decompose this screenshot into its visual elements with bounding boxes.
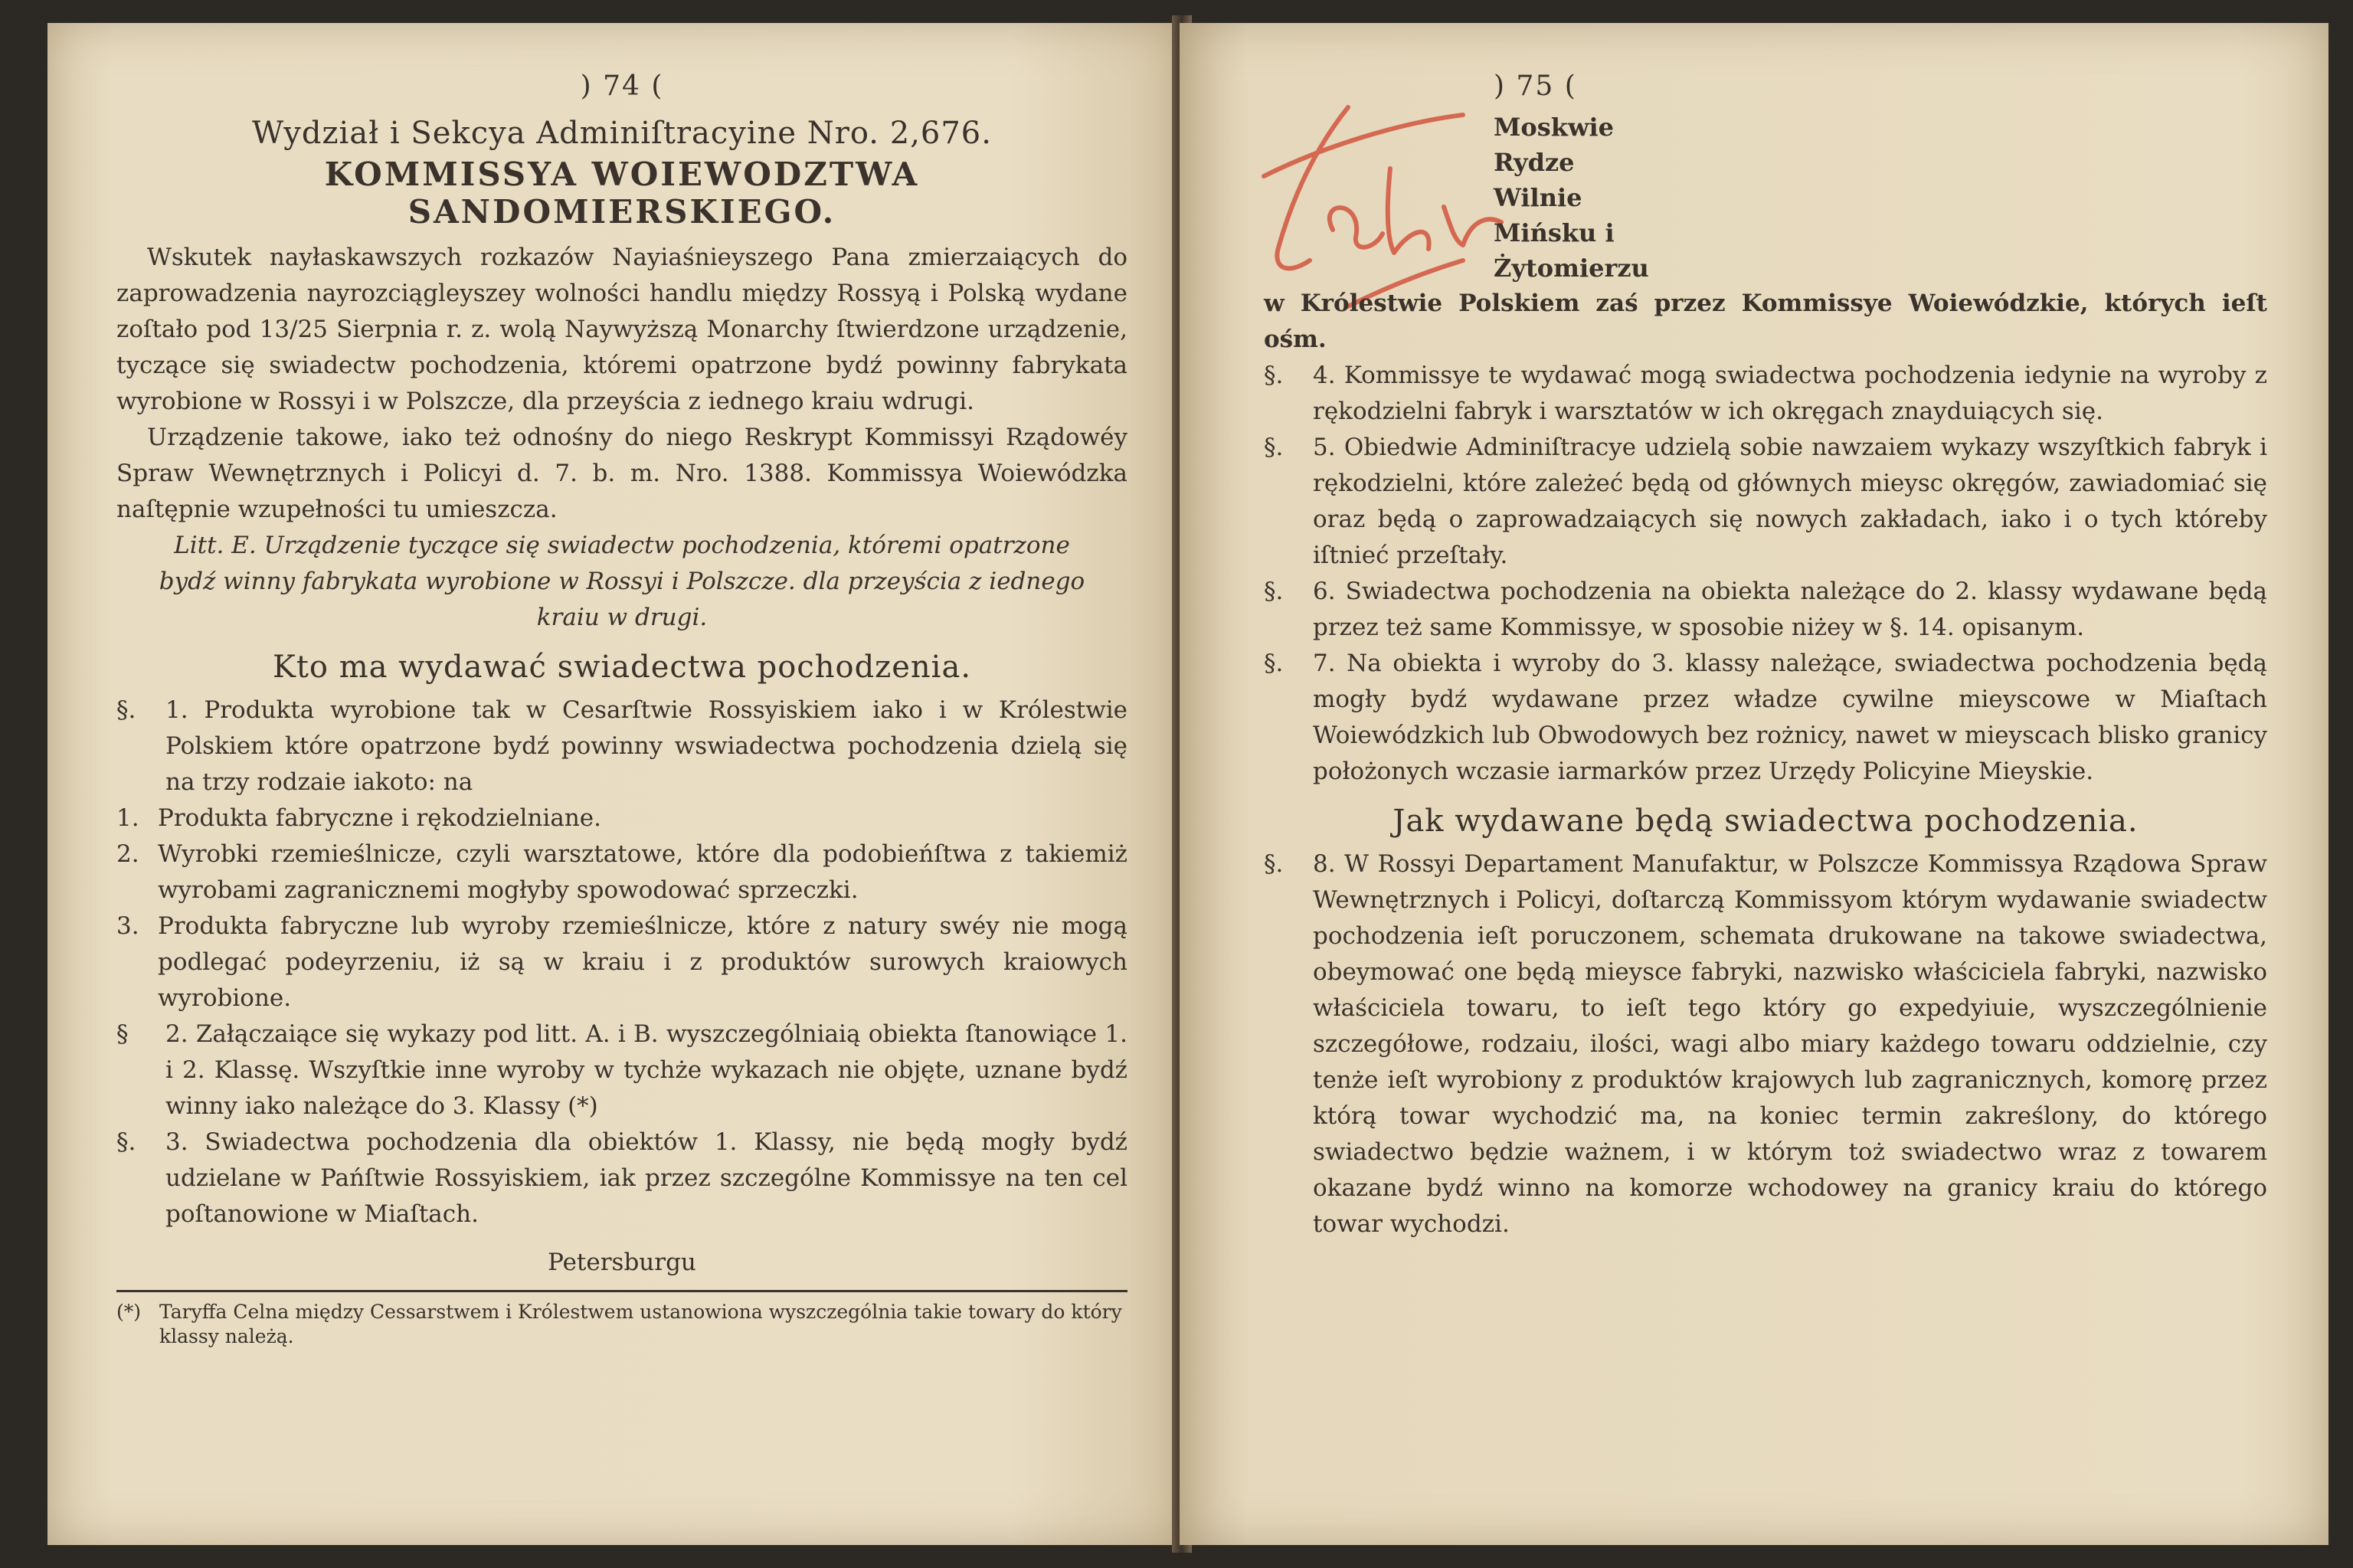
- section-6: [1264, 574, 2267, 646]
- footnote-mark: (*): [116, 1301, 142, 1323]
- section-3: [116, 1124, 1127, 1232]
- section-mark: §.: [116, 696, 136, 724]
- litt-e-title: Litt. E. Urządzenie tyczące się swiadectw pochodzenia, któremi opatrzone bydź winny fabrykata wyrobione w Rossyi i Polszcze. dla przeyścia z iednego kraiu w drugi.: [159, 532, 1085, 631]
- city-item: Żytomierzu: [1494, 254, 1649, 283]
- section-text: 3. Swiadectwa pochodzenia dla obiektów 1. Klassy, nie będą mogły bydź udzielane w Pańſtwie Rossyiskiem, iak przez szczególne Kommissye na ten cel poſtanowione w Miaſtach.: [165, 1128, 1127, 1228]
- commission-heading: KOMMISSYA WOIEWODZTWA SANDOMIERSKIEGO.: [324, 155, 920, 231]
- item-number: 2.: [116, 840, 139, 868]
- list-item: [116, 908, 1127, 1016]
- footnote-divider: [116, 1290, 1127, 1292]
- item-number: 1.: [116, 804, 139, 832]
- section-mark: §: [116, 1020, 129, 1048]
- section-text: 6. Swiadectwa pochodzenia na obiekta należące do 2. klassy wydawane będą przez też same Kommissye, w sposobie niżey w §. 14. opisanym.: [1313, 578, 2267, 641]
- section-mark: §.: [1264, 650, 1284, 677]
- kingdom-paragraph: w Królestwie Polskiem zaś przez Kommissye Woiewódzkie, których ieſt ośm.: [1264, 290, 2267, 353]
- section-4: [1264, 358, 2267, 430]
- city-item: Wilnie: [1494, 183, 1582, 212]
- section-text: 5. Obiedwie Adminiſtracye udzielą sobie nawzaiem wykazy wszyſtkich fabryk i rękodzielni, które zależeć będą od głównych mieysc okręgów, zawiadomiać się oraz będą o zaprowadzaiących się nowych zakładach, iako i o tych któreby iſtnieć przeſtały.: [1313, 434, 2267, 569]
- item-text: Produkta fabryczne i rękodzielniane.: [158, 804, 601, 832]
- right-page: [1180, 23, 2328, 1545]
- item-number: 3.: [116, 912, 139, 940]
- city-item: Moskwie: [1494, 113, 1615, 142]
- city-list: [1494, 110, 2267, 286]
- section-mark: §.: [1264, 850, 1284, 878]
- subheading: Kto ma wydawać swiadectwa pochodzenia.: [272, 650, 972, 685]
- list-item: [116, 836, 1127, 908]
- city-item: Rydze: [1494, 148, 1575, 177]
- footnote-text: Taryffa Celna między Cessarstwem i Królestwem ustanowiona wyszczególnia takie towary do który klassy należą.: [159, 1301, 1122, 1347]
- city-item: Mińsku i: [1494, 218, 1615, 247]
- section-7: [1264, 646, 2267, 790]
- page-number: ) 75 (: [1494, 70, 1577, 102]
- section-text: 1. Produkta wyrobione tak w Cesarſtwie Rossyiskiem iako i w Królestwie Polskiem które opatrzone bydź powinny wswiadectwa pochodzenia dzielą się na trzy rodzaie iakoto: na: [165, 696, 1127, 796]
- page-number: ) 74 (: [580, 70, 664, 102]
- section-2: [116, 1016, 1127, 1124]
- list-item: [116, 800, 1127, 836]
- footnote: [116, 1300, 1127, 1349]
- section-8: [1264, 846, 2267, 1242]
- left-page: [47, 23, 1181, 1545]
- section-mark: §.: [1264, 578, 1284, 605]
- section-1: [116, 692, 1127, 800]
- intro-paragraph: Wskutek nayłaskawszych rozkazów Nayiaśnieyszego Pana zmierzaiących do zaprowadzenia nayrozciągleyszey wolności handlu między Rossyą i Polską wydane zoſtało pod 13/25 Sierpnia r. z. wolą Naywyższą Monarchy ſtwierdzone urządzenie, tyczące się swiadectw pochodzenia, któremi opatrzone bydź powinny fabrykata wyrobione w Rossyi i w Polszcze, dla przeyścia z iednego kraiu wdrugi.: [116, 244, 1127, 415]
- subheading: Jak wydawane będą swiadectwa pochodzenia.: [1392, 804, 2139, 839]
- item-text: Wyrobki rzemieślnicze, czyli warsztatowe, które dla podobieńſtwa z takiemiż wyrobami zagranicznemi mogłyby spowodować sprzeczki.: [158, 840, 1127, 904]
- section-mark: §.: [1264, 434, 1284, 461]
- section-text: 7. Na obiekta i wyroby do 3. klassy należące, swiadectwa pochodzenia będą mogły bydź wydawane przez władze cywilne mieyscowe w Miaſtach Woiewódzkich lub Obwodowych bez rożnicy, nawet w mieyscach blisko granicy położonych wczasie iarmarków przez Urzędy Policyine Mieyskie.: [1313, 650, 2267, 785]
- section-mark: §.: [116, 1128, 136, 1156]
- petersburg-catchword: Petersburgu: [548, 1249, 696, 1276]
- section-text: 4. Kommissye te wydawać mogą swiadectwa pochodzenia iedynie na wyroby z rękodzielni fabryk i warsztatów w ich okręgach znayduiących się.: [1313, 362, 2267, 425]
- section-mark: §.: [1264, 362, 1284, 389]
- annotation-text: Fabr: [1233, 65, 1262, 80]
- section-text: 8. W Rossyi Departament Manufaktur, w Polszcze Kommissya Rządowa Spraw Wewnętrznych i Policyi, doſtarczą Kommissyom którym wydawanie swiadectw pochodzenia ieſt poruczonem, schemata drukowane na takowe swiadectwa, obeymować one będą mieysce fabryki, nazwisko właściciela fabryki, nazwisko właściciela towaru, to ieſt tego który go expedyiuie, wyszczególnienie szczegółowe, rodzaiu, ilości, wagi albo miary każdego towaru oddzielnie, czy tenże ieſt wyrobiony z produktów krajowych lub zagranicznych, komorę przez którą towar wychodzić ma, na koniec termin zakreślony, do którego swiadectwo będzie ważnem, i w którym toż swiadectwo wraz z towarem okazane bydź winno na komorze wchodowey na granicy kraiu do którego towar wychodzi.: [1313, 850, 2267, 1238]
- section-text: 2. Załączaiące się wykazy pod litt. A. i B. wyszczególniaią obiekta ſtanowiące 1. i 2. Klassę. Wszyſtkie inne wyroby w tychże wykazach nie objęte, uznane bydź winny iako należące do 3. Klassy (*): [165, 1020, 1127, 1120]
- section-heading: Wydział i Sekcya Adminiſtracyine Nro. 2,676.: [252, 116, 992, 151]
- section-5: [1264, 430, 2267, 574]
- item-text: Produkta fabryczne lub wyroby rzemieślnicze, które z natury swéy nie mogą podlegać podeyrzeniu, iż są w kraiu i z produktów surowych kraiowych wyrobione.: [158, 912, 1127, 1012]
- second-paragraph: Urządzenie takowe, iako też odnośny do niego Reskrypt Kommissyi Rządowéy Spraw Wewnętrznych i Policyi d. 7. b. m. Nro. 1388. Kommissya Woiewódzka naſtępnie wzupełności tu umieszcza.: [116, 424, 1127, 523]
